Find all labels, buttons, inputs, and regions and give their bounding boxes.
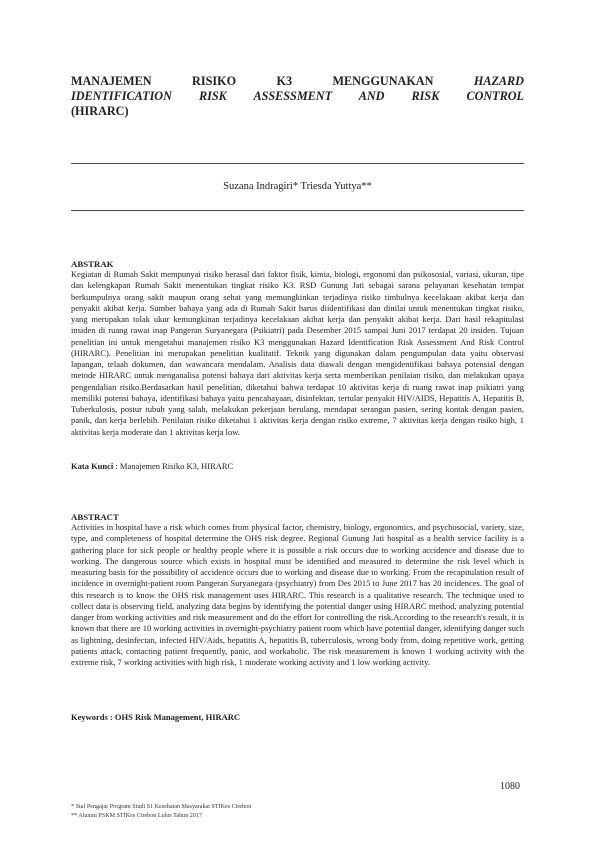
abstract-heading: ABSTRACT bbox=[71, 512, 119, 522]
abstrak-text: Kegiatan di Rumah Sakit mempunyai risiko berasal dari faktor fisik, kimia, biologi, ergonomi dan psikososial, variasi, ukuran, tipe dan kelengkapan Rumah Sakit menentukan tingkat risiko K3. RSD Gunung Jati sebagai sarana pelayanan kesehatan tempat berkumpulnya orang sakit maupun orang sehat yang memungkinkan terjadinya risiko timbulnya kecelakaan akibat kerja dan penyakit akibat kerja. Sumber bahaya yang ada di Rumah Sakit harus diidentifikasi dan dinilai untuk menentukan tingkat risiko, yang merupakan tolak ukur kemungkinan terjadinya kecelakaan akibat kerja dan penyakit akibat kerja. Dari hasil rekapitulasi insiden di ruang rawat inap Pangeran Suryanegara (Psikiatri) pada Desember 2015 sampai Juni 2017 terdapat 20 insiden. Tujuan penelitian ini untuk mengetahui manajemen risiko K3 menggunakan Hazard Identification Risk Assessment And Risk Control (HIRARC). Penelitian ini merupakan penelitian kualitatif. Teknik yang digunakan dalam pengumpulan data yaitu observasi lapangan, telaah dokumen, dan wawancara mendalam. Analisis data diawali dengan mengidentifikasi bahaya potensial dengan metode HIRARC untuk menganalisa potensi bahaya dari aktivitas kerja serta memberikan penilaian risiko, dan melakukan upaya pengendalian risiko.Berdasarkan hasil penelitian, diketahui bahwa terdapat 10 aktivitas kerja di ruang rawat inap psikiatri yang memiliki potensi bahaya, identifikasi bahaya yaitu pencahayaan, disinfektan, tertular penyakit HIV/AIDS, Hepatitis A, Hepatitis B, Tuberkulosis, postur tubuh yang salah, melakukan pekerjaan berulang, mendapat serangan pasien, sering kontak dengan pasien, panik, dan kerja berlebih. Penilaian risiko diketahui 1 aktivitas kerja dengan risiko extreme, 7 aktivitas kerja dengan risiko high, 1 aktivitas kerja moderate dan 1 aktivitas kerja low. bbox=[71, 269, 524, 437]
paper-title bbox=[71, 74, 524, 120]
page-number: 1080 bbox=[500, 781, 520, 792]
footnotes bbox=[71, 803, 371, 820]
title-rule-top bbox=[71, 163, 524, 164]
authors: Suzana Indragiri* Triesda Yuttya** bbox=[223, 181, 372, 192]
title-italic-word: HAZARD bbox=[473, 74, 524, 88]
kata-kunci-label: Kata Kunci bbox=[71, 461, 114, 471]
footnote-1: * Staf Pengajar Program Studi S1 Kesehatan Masyarakat STIKes Cirebon bbox=[71, 804, 252, 810]
keywords: Keywords : OHS Risk Management, HIRARC bbox=[71, 712, 241, 722]
abstract-text: Activities in hospital have a risk which comes from physical factor, chemistry, biology, ergonomics, and psychosocial, variety, size, type, and completeness of hospital determine the OHS risk degree. Regional Gunung Jati hospital as a health service facility is a gathering place for sick people or healthy people where it is possible a risk occurs due to working accidence and disease due to working. The dangerous source which exists in hospital must be identified and measured to determine the risk level which is measuring basis for the possibility of accidence occurs due to working and disease due to working. From the recapitulation result of incidence in overnight-patient room Pangeran Suryanegara (psychiatry) from Des 2015 to June 2017 has 20 incidences. The goal of this research is to know the OHS risk management uses HIRARC. This research is a qualitative research. The technique used to collect data is observing field, analyzing data begins by identifying the potential danger using HIRARC method, analyzing potential danger from working activities and risk measurement and do the effort for controlling the risk.According to the research's result, it is known that there are 10 working activities in overnight-psychiatry patient room which have potential danger, identifying danger such as lightning, desinfectan, infected HIV/Aids, hepatitis A, hepatitis B, tuberculosis, wrong body from, doing repetitive work, getting patients attack, contacting patient frequently, panic, and workaholic. The risk measurement is known 1 working activity with the extreme risk, 7 working activities with high risk, 1 moderate working activity and 1 low working activity. bbox=[71, 522, 524, 667]
kata-kunci bbox=[71, 461, 233, 471]
abstrak-heading: ABSTRAK bbox=[71, 259, 114, 269]
title-line-2: IDENTIFICATION RISK ASSESSMENT AND RISK CONTROL bbox=[71, 89, 524, 104]
kata-kunci-values: : Manajemen Risiko K3, HIRARC bbox=[115, 461, 234, 471]
title-line-3: (HIRARC) bbox=[71, 104, 129, 119]
title-rule-bottom bbox=[71, 210, 524, 211]
footnote-2: ** Alumni PSKM STIKes Cirebon Lulus Tahun 2017 bbox=[71, 812, 202, 819]
title-main: MANAJEMEN RISIKO K3 MENGGUNAKAN HAZARD bbox=[71, 74, 524, 88]
title-line-1 bbox=[71, 74, 524, 89]
